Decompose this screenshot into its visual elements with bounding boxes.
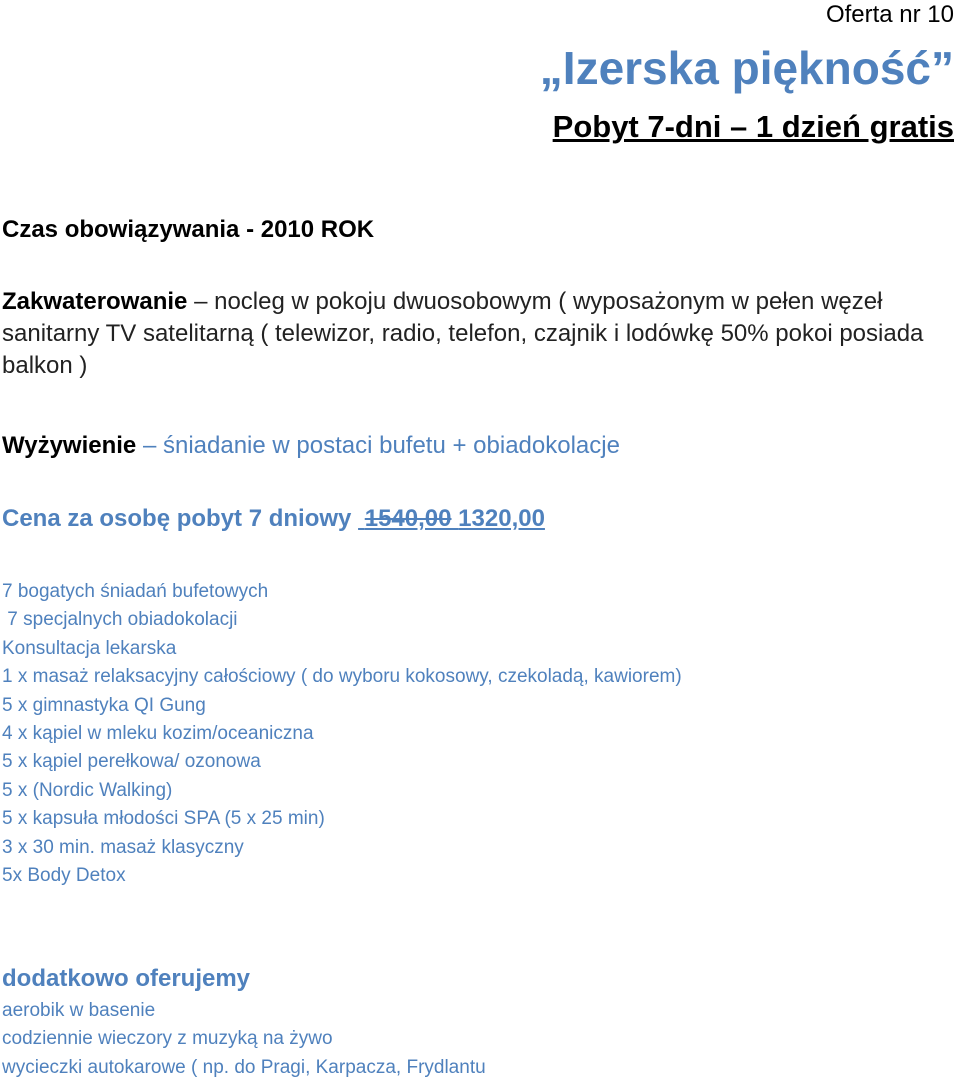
list-item: wycieczki autokarowe ( np. do Pragi, Karpacza, Frydlantu	[2, 1056, 486, 1078]
list-item: 3 x 30 min. masaż klasyczny	[2, 836, 244, 858]
offer-subtitle: Pobyt 7-dni – 1 dzień gratis	[552, 109, 954, 144]
list-item: aerobik w basenie	[2, 1000, 156, 1021]
list-item: 7 bogatych śniadań bufetowych	[2, 581, 269, 602]
included-list	[2, 578, 682, 890]
list-item: 5 x gimnastyka QI Gung	[2, 694, 206, 716]
offer-title: „Izerska piękność”	[539, 42, 954, 94]
accommodation-paragraph	[2, 286, 952, 382]
list-item: 1 x masaż relaksacyjny całościowy ( do wyboru kokosowy, czekoladą, kawiorem)	[2, 666, 682, 688]
list-item: codziennie wieczory z muzyką na żywo	[2, 1028, 333, 1050]
list-item: 5x Body Detox	[2, 865, 126, 887]
list-item: Konsultacja lekarska	[2, 637, 177, 659]
list-item: 5 x (Nordic Walking)	[2, 779, 173, 801]
price-line	[2, 503, 545, 535]
old-price: 1540,00	[364, 505, 452, 532]
food-paragraph	[2, 430, 620, 462]
list-item: 5 x kapsuła młodości SPA (5 x 25 min)	[2, 808, 325, 830]
list-item: 5 x kąpiel perełkowa/ ozonowa	[2, 751, 261, 773]
accommodation-label: Zakwaterowanie	[2, 288, 188, 315]
food-label: Wyżywienie	[2, 432, 137, 459]
price-amounts	[358, 505, 545, 532]
list-item: 4 x kąpiel w mleku kozim/oceaniczna	[2, 723, 314, 745]
extras-heading: dodatkowo oferujemy	[2, 965, 251, 992]
extras-list	[2, 997, 486, 1082]
list-item: 7 specjalnych obiadokolacji	[2, 609, 238, 631]
accommodation-text: – nocleg w pokoju dwuosobowym ( wyposażonym w pełen węzeł sanitarny TV satelitarną ( telewizor, radio, telefon, czajnik i lodówkę 50% pokoi posiada balkon )	[2, 288, 924, 379]
validity-period: Czas obowiązywania - 2010 ROK	[2, 216, 375, 243]
price-label: Cena za osobę pobyt 7 dniowy	[2, 505, 359, 532]
new-price: 1320,00	[458, 505, 545, 532]
food-text: – śniadanie w postaci bufetu + obiadokolacje	[136, 432, 620, 459]
offer-number: Oferta nr 10	[825, 1, 954, 28]
